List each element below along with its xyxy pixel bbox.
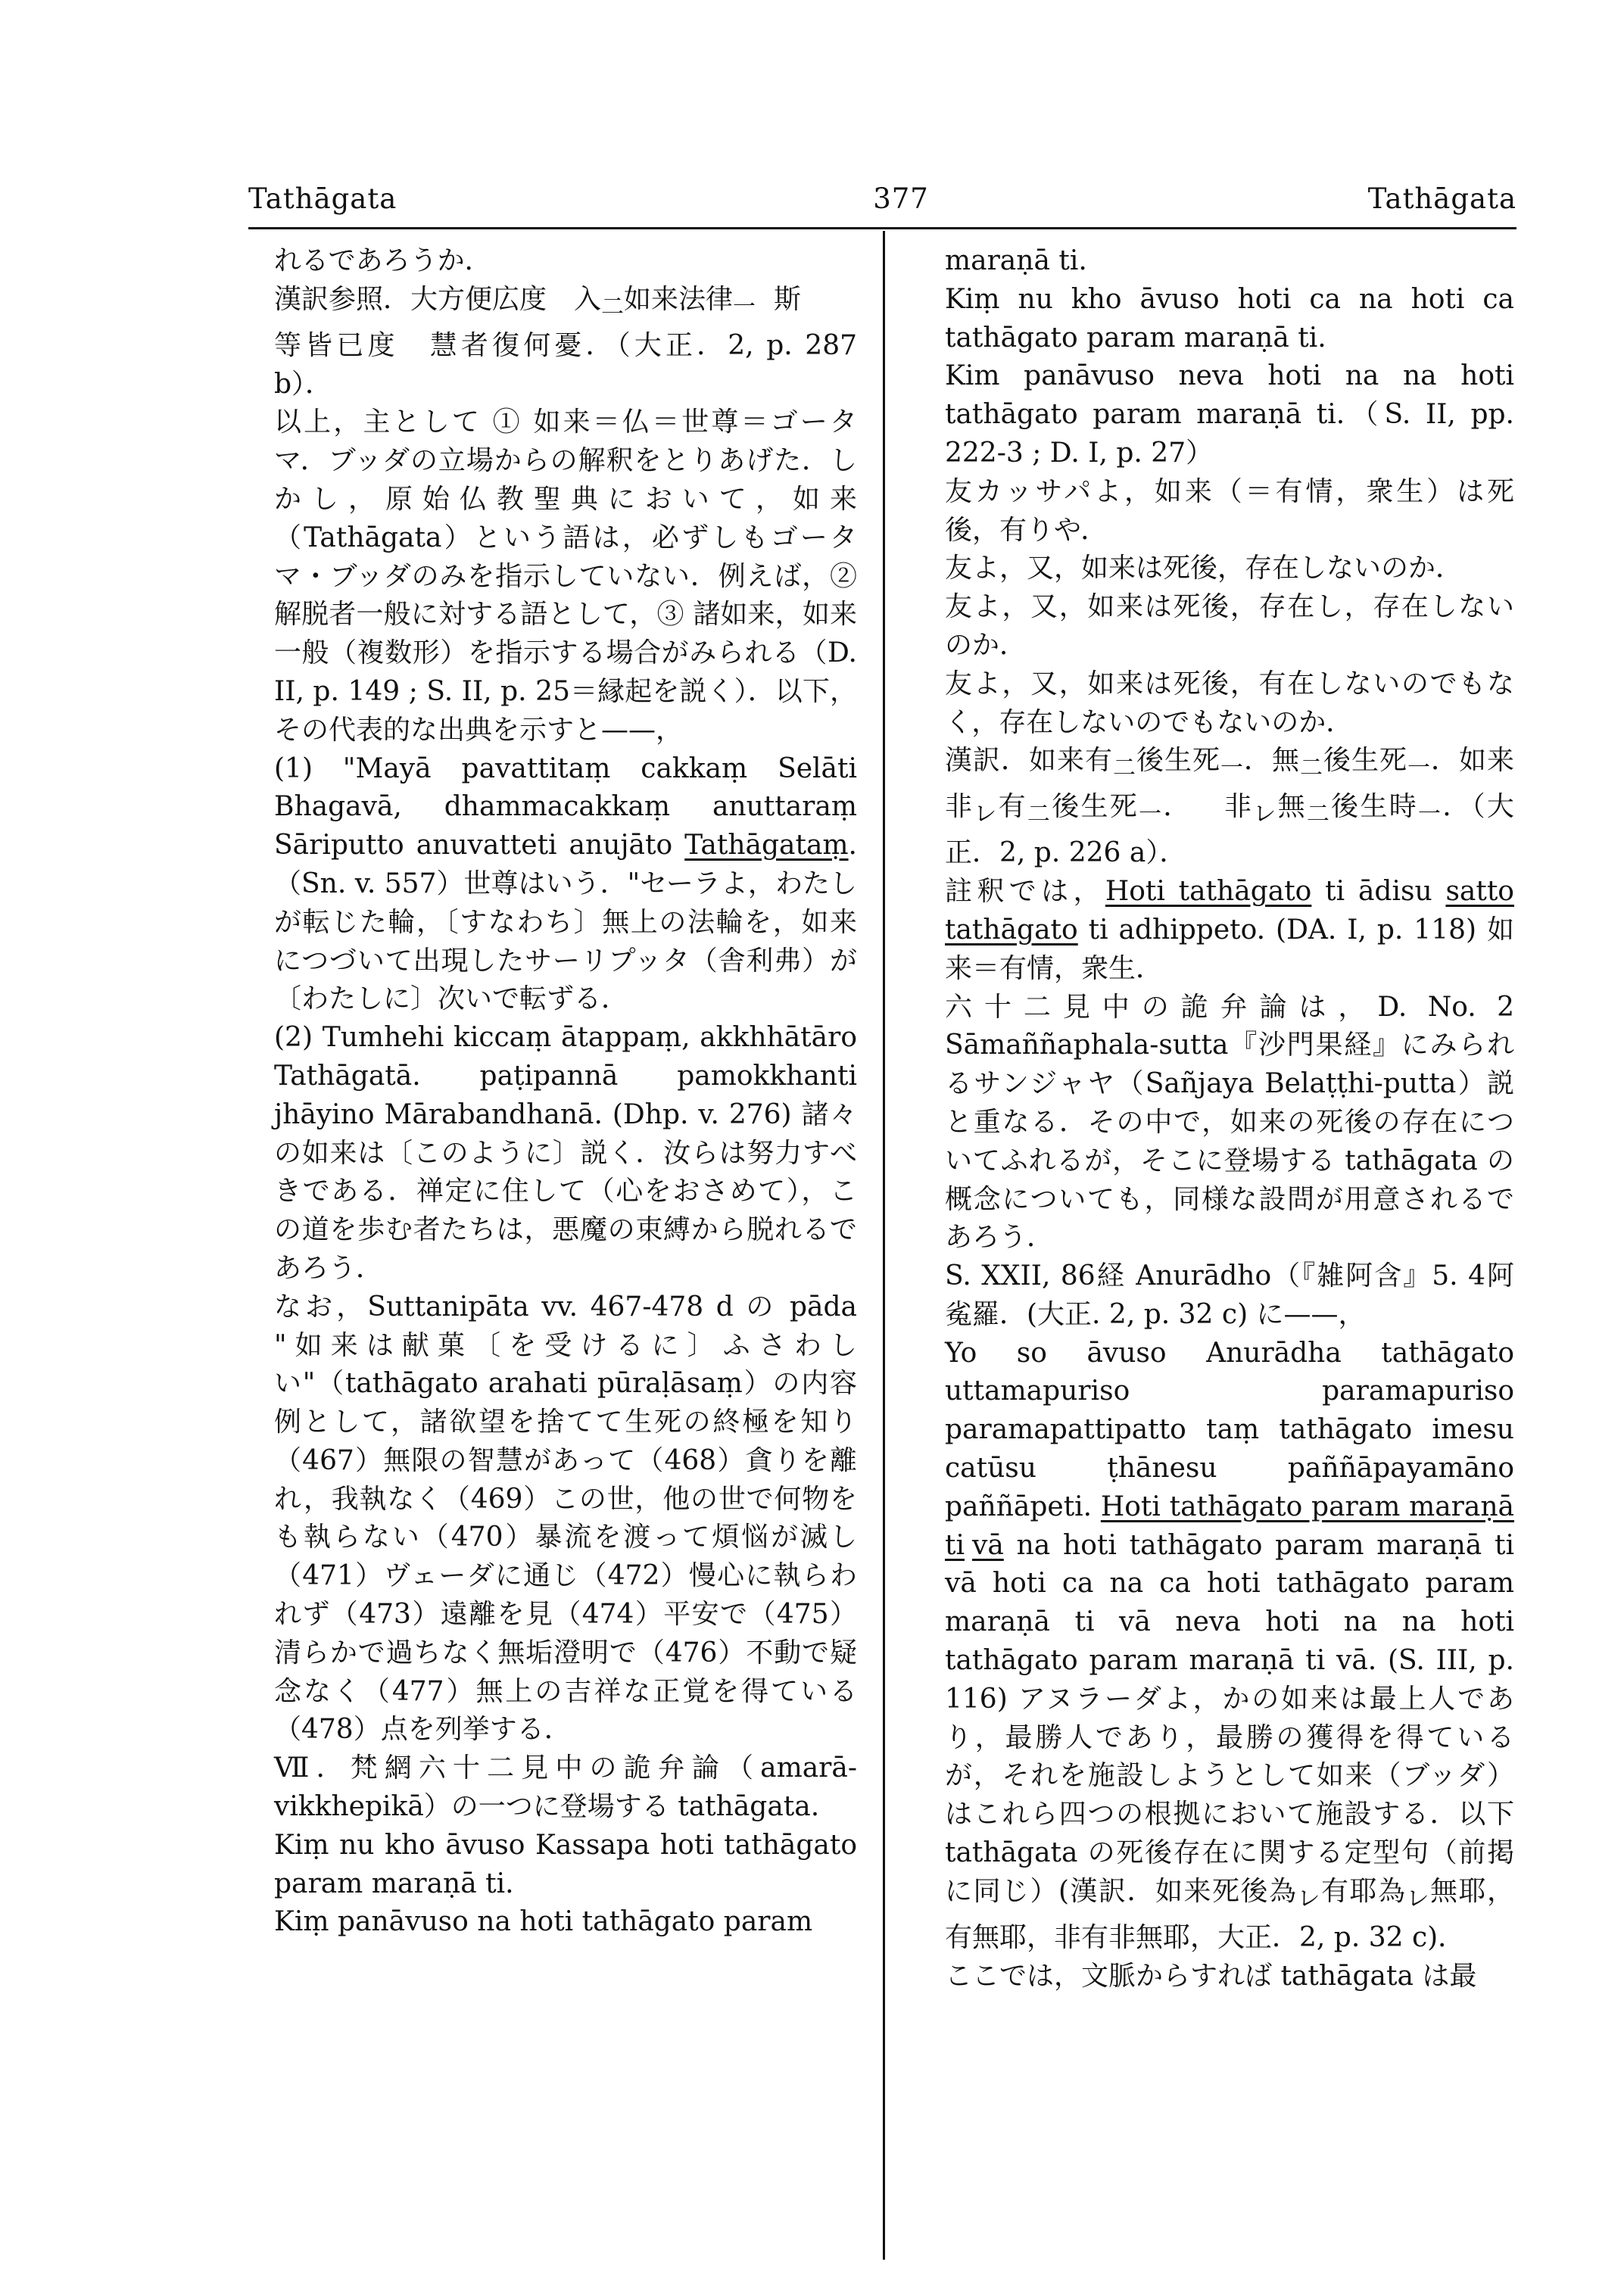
paragraph: Kiṃ nu kho āvuso Kassapa hoti tathāgato param maraṇā ti. <box>274 1829 857 1899</box>
left-column <box>274 242 857 1942</box>
paragraph: ここでは，文脈からすれば tathāgata は最 <box>945 1960 1477 1992</box>
paragraph: 友よ，又，如来は死後，有在しないのでもなく，存在しないのでもないのか． <box>945 668 1514 738</box>
kaeriten-mark: 二 <box>1027 801 1052 828</box>
kaeriten-mark: 二 <box>1112 755 1136 782</box>
right-column <box>945 242 1514 1995</box>
text: ．如来非 <box>945 745 1514 823</box>
text: Yo so āvuso Anurādha tathāgato uttamapuriso paramapuriso paramapattipatto taṃ tathāgato imesu catūsu ṭhānesu paññāpayamāno paññāpeti. <box>945 1337 1514 1522</box>
kaeriten-mark: 二 <box>1299 755 1323 782</box>
paragraph: maraṇā ti. <box>945 245 1087 276</box>
paragraph: S. XXII, 86経 Anurādho（『雑阿含』5. 4阿㝹羅．(大正. 2, p. 32 c) に——， <box>945 1260 1514 1330</box>
paragraph: 等皆已度 慧者復何憂．（大正．2, p. 287 b）． <box>274 329 857 400</box>
underlined-term: Hoti tathāgato param maraṇā ti <box>945 1491 1514 1561</box>
paragraph <box>945 742 1514 873</box>
running-header-right: Tathāgata <box>1367 182 1516 215</box>
underlined-term: satto tathāgato <box>945 876 1514 946</box>
paragraph: Kiṃ nu kho āvuso hoti ca na hoti ca tathāgato param maraṇā ti. <box>945 283 1514 354</box>
kaeriten-mark: レ <box>1297 1886 1321 1913</box>
paragraph: 友カッサパよ，如来（＝有情，衆生）は死後，有りや． <box>945 475 1514 546</box>
paragraph: Kiṃ panāvuso na hoti tathāgato param <box>274 1906 813 1938</box>
text: 有耶為 <box>1321 1875 1407 1907</box>
paragraph: Kim panāvuso neva hoti na na hoti tathāgato param maraṇā ti.（S. II, pp. 222-3 ; D. I, p. 27） <box>945 360 1514 469</box>
underlined-term: Hoti tathāgato <box>1105 876 1312 908</box>
kaeriten-mark: 一 <box>1407 755 1431 782</box>
text: 後生時 <box>1331 791 1419 823</box>
text: .（Sn. v. 557）世尊はいう．"セーラよ，わたしが転じた輪，〔すなわち〕無上の法輪を，如来につづいて出現したサーリプッタ（舎利弗）が〔わたしに〕次いで転ずる． <box>274 830 857 1015</box>
paragraph: れるであろうか． <box>274 245 492 276</box>
text: ．（大正．2, p. 226 a）． <box>945 791 1514 869</box>
column-divider <box>883 231 885 2260</box>
paragraph: 友よ，又，如来は死後，存在し，存在しないのか． <box>945 591 1514 661</box>
text: 非 <box>1222 791 1254 823</box>
underlined-term: Tathāgataṃ <box>684 830 849 861</box>
text: 漢訳．如来有 <box>945 745 1113 777</box>
paragraph: 友よ，又，如来は死後，存在しないのか． <box>945 553 1463 584</box>
text: 註釈では， <box>945 876 1105 908</box>
text: na hoti tathāgato param maraṇā ti vā hoti ca na ca hoti tathāgato param maraṇā ti vā neva hoti na na hoti tathāgato param maraṇā ti vā. (S. III, p. 116) アヌラーダよ，かの如来は最上人であり，最勝人であり，最勝の獲得を得ているが，それを施設しようとして如来（ブッダ）はこれら四つの根拠において施設する．以下 tathāgata の死後存在に関する定型句（前掲に同じ）(漢訳．如来死後為 <box>945 1529 1514 1907</box>
text: 斯 <box>774 283 802 315</box>
text: 後生死 <box>1052 791 1139 823</box>
text: ti adhippeto. (DA. I, p. 118) 如来＝有情，衆生． <box>945 914 1514 984</box>
text: ． <box>1163 791 1192 823</box>
text: 無耶，有無耶，非有非無耶，大正．2, p. 32 c)． <box>945 1875 1514 1953</box>
running-header-left: Tathāgata <box>248 182 397 215</box>
text: 如来法律 <box>624 283 734 315</box>
text: 無 <box>1277 791 1307 823</box>
text: 後生死 <box>1323 745 1407 777</box>
text: 有 <box>998 791 1027 823</box>
kaeriten-mark: 二 <box>1306 801 1332 828</box>
kaeriten-mark: レ <box>1253 801 1278 828</box>
kaeriten-mark: レ <box>974 801 999 828</box>
text: ti ādisu <box>1311 876 1446 908</box>
kaeriten-mark: 一 <box>733 293 756 320</box>
kaeriten-mark: 一 <box>1139 801 1164 828</box>
paragraph: (2) Tumhehi kiccaṃ ātappaṃ, akkhhātāro Tathāgatā. paṭipannā pamokkhanti jhāyino Mārabandhanā. (Dhp. v. 276) 諸々の如来は〔このように〕説く．汝らは努力すべきである．禅定に住して（心をおさめて），この道を歩む者たちは，悪魔の束縛から脱れるであろう． <box>274 1022 857 1284</box>
kaeriten-mark: 一 <box>1418 801 1443 828</box>
header-rule <box>248 227 1516 229</box>
paragraph: Ⅶ．梵網六十二見中の詭弁論（amarā-vikkhepikā）の一つに登場する tathāgata. <box>274 1752 857 1823</box>
paragraph <box>274 281 857 327</box>
kaeriten-mark: レ <box>1406 1886 1430 1913</box>
paragraph: 六十二見中の詭弁論は，D. No. 2 Sāmaññaphala-sutta『沙門果経』にみられるサンジャヤ（Sañjaya Belaṭṭhi-putta）説と重なる．その中で，如来の死後の存在についてふれるが，そこに登場する tathāgata の概念についても，同様な設問が用意されるであろう． <box>945 991 1514 1254</box>
text: ．無 <box>1243 745 1300 777</box>
paragraph: なお，Suttanipāta vv. 467-478 d の pāda "如来は献菓〔を受けるに〕ふさわしい"（tathāgato arahati pūraḷāsaṃ）の内容例として，諸欲望を捨てて生死の終極を知り（467）無限の智慧があって（468）貪りを離れ，我執なく（469）この世，他の世で何物をも執らない（470）暴流を渡って煩悩が滅し（471）ヴェーダに通じ（472）慢心に執らわれず（473）遠離を見（474）平安で（475）清らかで過ちなく無垢澄明で（476）不動で疑念なく（477）無上の吉祥な正覚を得ている（478）点を列挙する． <box>274 1291 857 1746</box>
paragraph <box>945 1335 1514 1958</box>
page-number: 377 <box>873 182 929 215</box>
text: (1) "Mayā pavattitaṃ cakkaṃ Selāti Bhagavā, dhammacakkaṃ anuttaraṃ Sāriputto anuvatteti anujāto <box>274 752 857 861</box>
text: 後生死 <box>1136 745 1220 777</box>
kaeriten-mark: 二 <box>601 293 625 320</box>
paragraph <box>274 750 857 1020</box>
underlined-term: vā <box>971 1529 1004 1561</box>
kaeriten-mark: 一 <box>1220 755 1244 782</box>
text: 漢訳参照．大方便広度 入 <box>274 283 602 315</box>
paragraph: 以上，主として ① 如来＝仏＝世尊＝ゴータマ．ブッダの立場からの解釈をとりあげた．しかし，原始仏教聖典において，如来（Tathāgata）という語は，必ずしもゴータマ・ブッダのみを指示していない．例えば，② 解脱者一般に対する語として，③ 諸如来，如来一般（複数形）を指示する場合がみられる（D. II, p. 149 ; S. II, p. 25＝縁起を説く）．以下，その代表的な出典を示すと——， <box>274 407 857 746</box>
paragraph <box>945 873 1514 988</box>
